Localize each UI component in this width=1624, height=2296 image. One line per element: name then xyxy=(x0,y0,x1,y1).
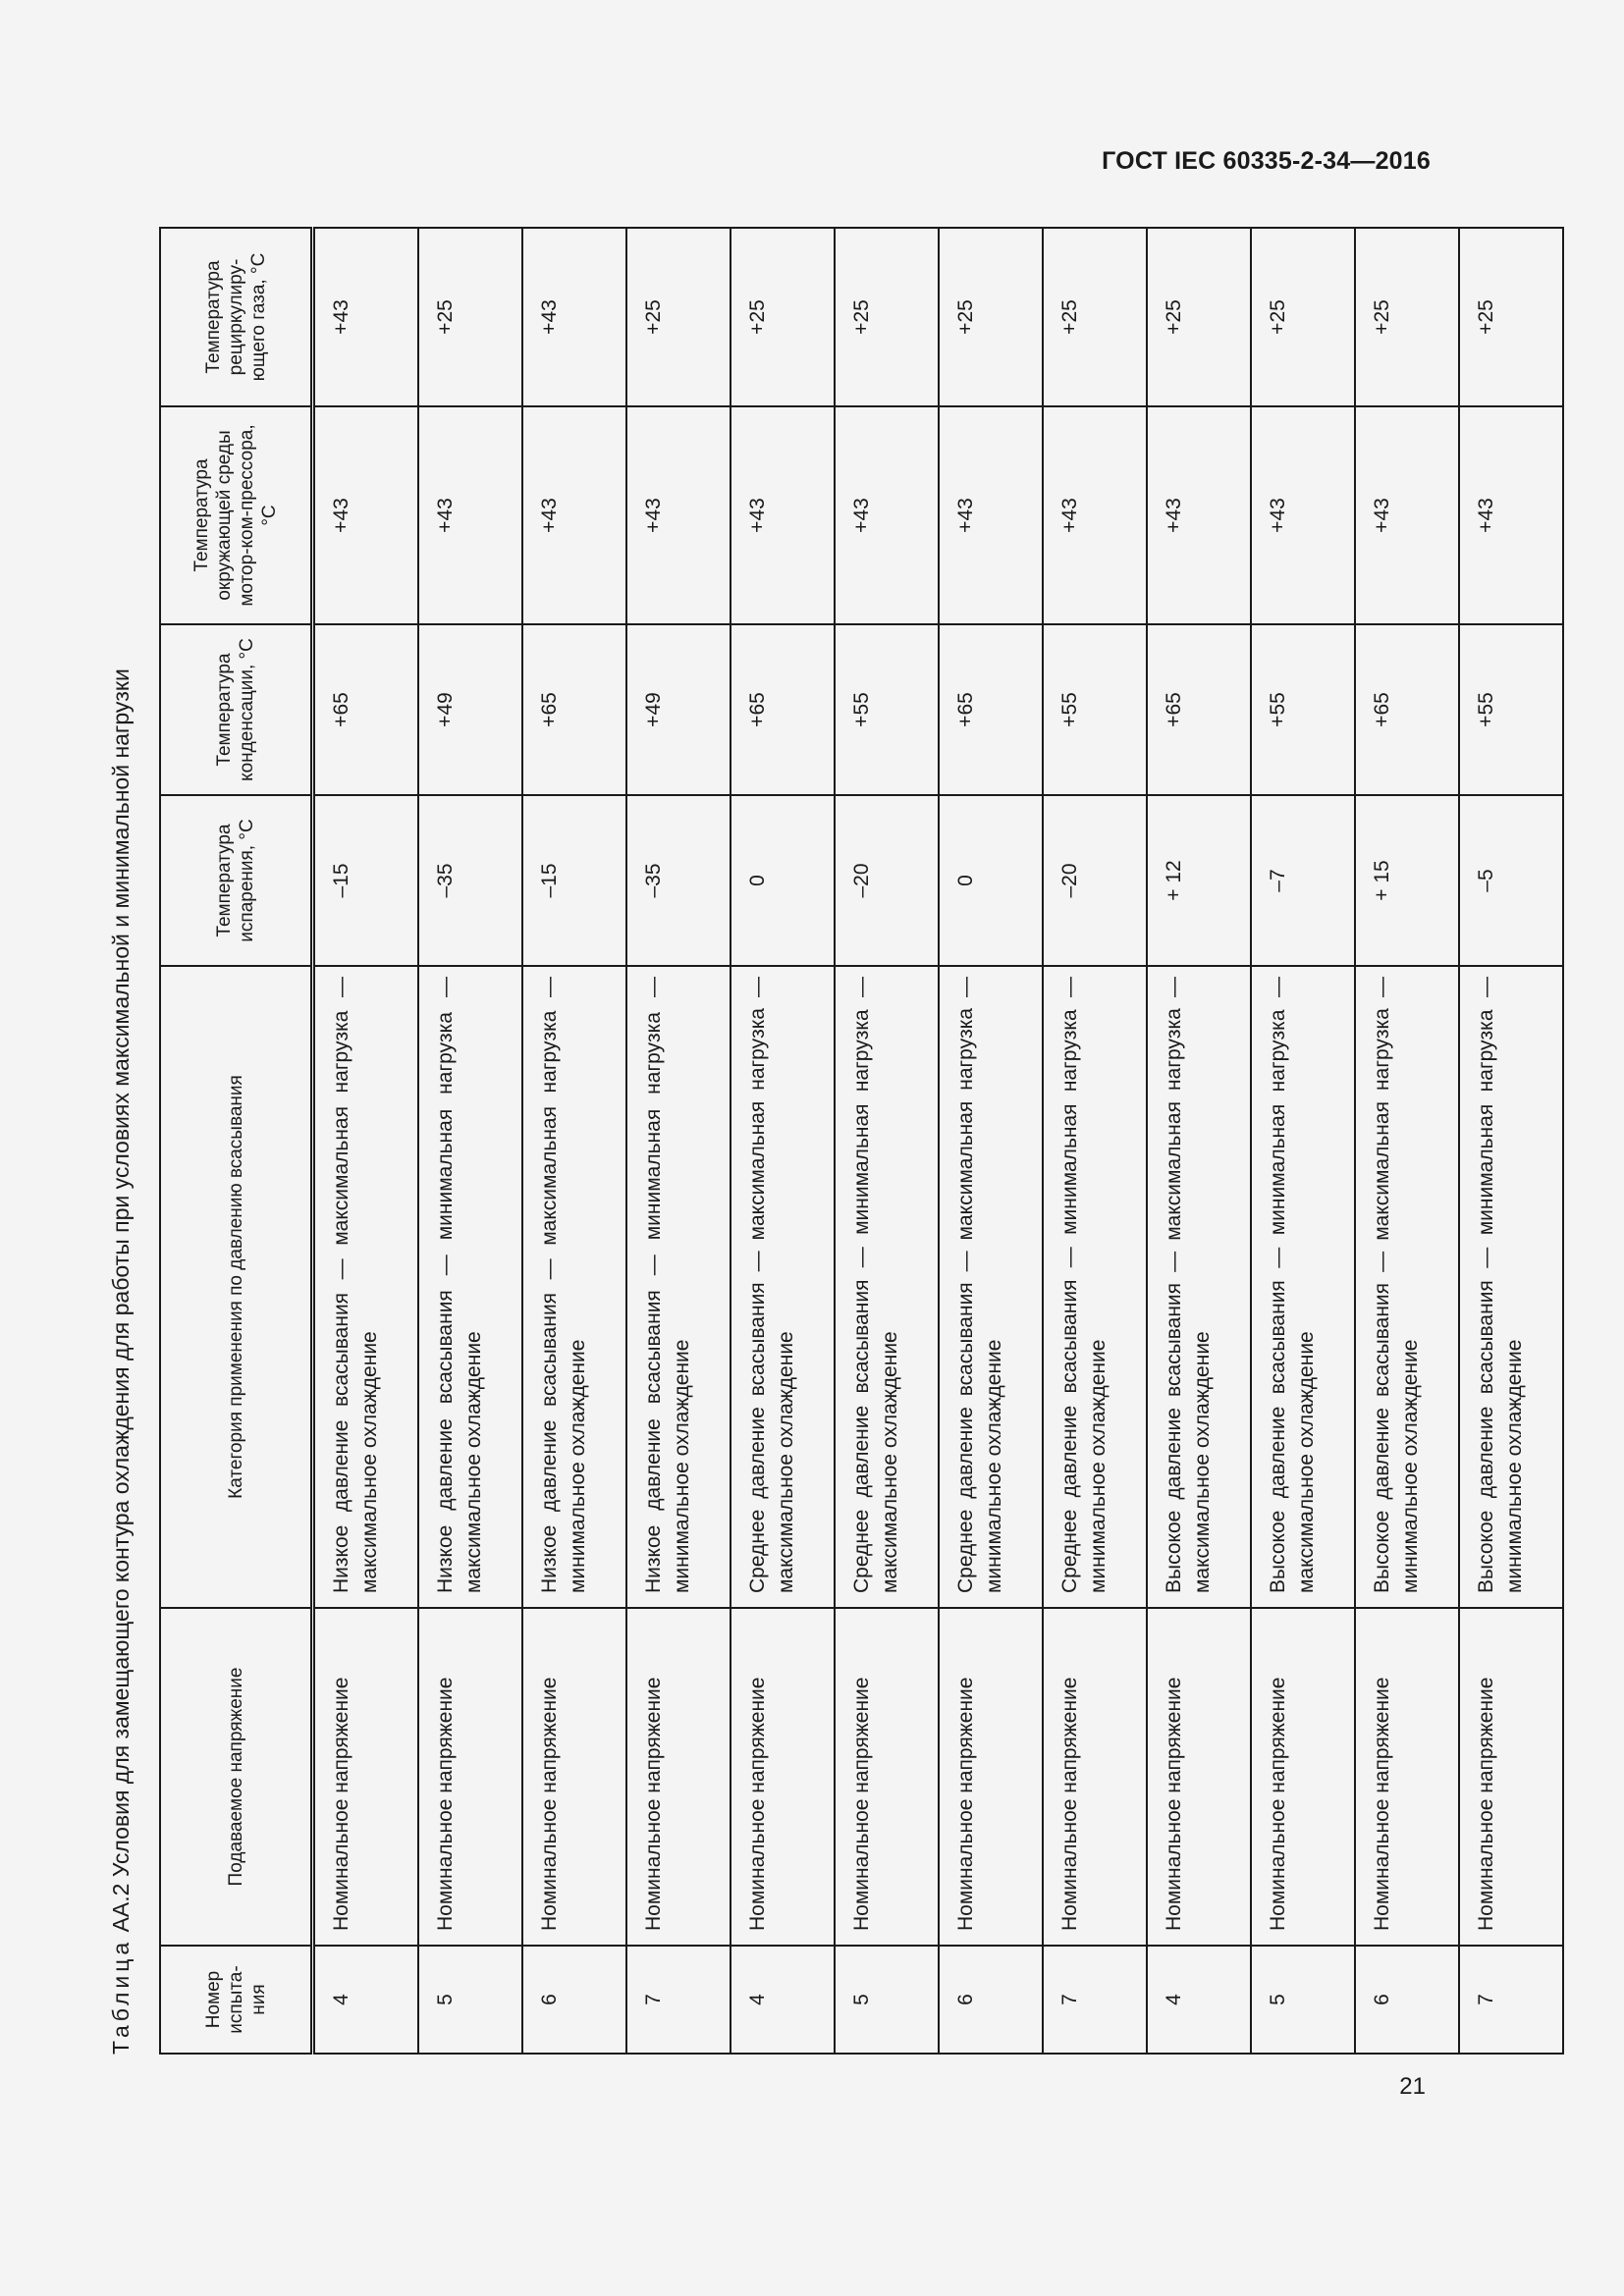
recirculating-gas-temp-cell: +25 xyxy=(626,228,731,406)
category-cell: Низкое давление всасывания — минимальная нагрузка — максимальное охлаждение xyxy=(418,966,522,1608)
ambient-temp-cell: +43 xyxy=(1251,406,1355,624)
evaporation-temp-cell: –15 xyxy=(313,795,419,966)
table-row xyxy=(939,228,1043,2054)
test-number-cell: 5 xyxy=(418,1946,522,2054)
test-number-cell: 6 xyxy=(1355,1946,1459,2054)
table-row xyxy=(522,228,626,2054)
ambient-temp-cell: +43 xyxy=(1355,406,1459,624)
ambient-temp-cell: +43 xyxy=(522,406,626,624)
cooling-conditions-table xyxy=(159,227,1564,2055)
category-cell: Высокое давление всасывания — минимальная нагрузка — минимальное охлаждение xyxy=(1459,966,1563,1608)
ambient-temp-cell: +43 xyxy=(313,406,419,624)
evaporation-temp-cell: –15 xyxy=(522,795,626,966)
category-cell: Низкое давление всасывания — максимальная нагрузка — минимальное охлаждение xyxy=(522,966,626,1608)
category-cell: Среднее давление всасывания — максимальная нагрузка — минимальное охлаждение xyxy=(939,966,1043,1608)
condensation-temp-cell: +65 xyxy=(313,624,419,795)
column-header: Номер испыта-ния xyxy=(160,1946,313,2054)
voltage-cell: Номинальное напряжение xyxy=(1355,1608,1459,1946)
recirculating-gas-temp-cell: +25 xyxy=(835,228,939,406)
voltage-cell: Номинальное напряжение xyxy=(1043,1608,1147,1946)
recirculating-gas-temp-cell: +25 xyxy=(1147,228,1251,406)
rotated-table-block xyxy=(106,229,1526,2055)
evaporation-temp-cell: –35 xyxy=(626,795,731,966)
column-header: Температура испарения, °С xyxy=(160,795,313,966)
table-body xyxy=(313,228,1564,2054)
evaporation-temp-cell: 0 xyxy=(731,795,835,966)
table-row xyxy=(731,228,835,2054)
condensation-temp-cell: +49 xyxy=(626,624,731,795)
table-row xyxy=(418,228,522,2054)
table-row xyxy=(1459,228,1563,2054)
voltage-cell: Номинальное напряжение xyxy=(731,1608,835,1946)
recirculating-gas-temp-cell: +25 xyxy=(1043,228,1147,406)
ambient-temp-cell: +43 xyxy=(1459,406,1563,624)
ambient-temp-cell: +43 xyxy=(939,406,1043,624)
category-cell: Низкое давление всасывания — максимальная нагрузка — максимальное охлаждение xyxy=(313,966,419,1608)
category-cell: Высокое давление всасывания — минимальная нагрузка — максимальное охлаждение xyxy=(1251,966,1355,1608)
column-header: Температура окружающей среды мотор-ком-прессора, °С xyxy=(160,406,313,624)
table-caption-label: Таблица xyxy=(108,1938,134,2055)
category-cell: Высокое давление всасывания — максимальная нагрузка — минимальное охлаждение xyxy=(1355,966,1459,1608)
condensation-temp-cell: +55 xyxy=(1459,624,1563,795)
table-row xyxy=(626,228,731,2054)
evaporation-temp-cell: –35 xyxy=(418,795,522,966)
table-caption xyxy=(106,668,135,2055)
evaporation-temp-cell: –20 xyxy=(835,795,939,966)
category-cell: Низкое давление всасывания — минимальная нагрузка — минимальное охлаждение xyxy=(626,966,731,1608)
condensation-temp-cell: +65 xyxy=(731,624,835,795)
document-standard-header: ГОСТ IEC 60335-2-34—2016 xyxy=(1102,147,1431,175)
table-row xyxy=(835,228,939,2054)
condensation-temp-cell: +65 xyxy=(939,624,1043,795)
recirculating-gas-temp-cell: +25 xyxy=(1251,228,1355,406)
category-cell: Высокое давление всасывания — максимальная нагрузка — максимальное охлаждение xyxy=(1147,966,1251,1608)
test-number-cell: 5 xyxy=(1251,1946,1355,2054)
test-number-cell: 7 xyxy=(1043,1946,1147,2054)
condensation-temp-cell: +49 xyxy=(418,624,522,795)
condensation-temp-cell: +55 xyxy=(835,624,939,795)
column-header: Температура рециркулиру-ющего газа, °С xyxy=(160,228,313,406)
ambient-temp-cell: +43 xyxy=(626,406,731,624)
voltage-cell: Номинальное напряжение xyxy=(1459,1608,1563,1946)
evaporation-temp-cell: 0 xyxy=(939,795,1043,966)
test-number-cell: 6 xyxy=(522,1946,626,2054)
voltage-cell: Номинальное напряжение xyxy=(1251,1608,1355,1946)
recirculating-gas-temp-cell: +25 xyxy=(731,228,835,406)
table-caption-text: АА.2 Условия для замещающего контура охлаждения для работы при условиях максимальной и минимальной нагрузки xyxy=(108,668,134,1933)
table-row xyxy=(1043,228,1147,2054)
recirculating-gas-temp-cell: +25 xyxy=(1355,228,1459,406)
test-number-cell: 7 xyxy=(626,1946,731,2054)
voltage-cell: Номинальное напряжение xyxy=(939,1608,1043,1946)
voltage-cell: Номинальное напряжение xyxy=(313,1608,419,1946)
condensation-temp-cell: +65 xyxy=(1355,624,1459,795)
ambient-temp-cell: +43 xyxy=(1043,406,1147,624)
page-number: 21 xyxy=(1399,2073,1426,2100)
category-cell: Среднее давление всасывания — минимальная нагрузка — максимальное охлаждение xyxy=(835,966,939,1608)
category-cell: Среднее давление всасывания — минимальная нагрузка — минимальное охлаждение xyxy=(1043,966,1147,1608)
voltage-cell: Номинальное напряжение xyxy=(418,1608,522,1946)
ambient-temp-cell: +43 xyxy=(835,406,939,624)
ambient-temp-cell: +43 xyxy=(418,406,522,624)
category-cell: Среднее давление всасывания — максимальная нагрузка — максимальное охлаждение xyxy=(731,966,835,1608)
voltage-cell: Номинальное напряжение xyxy=(835,1608,939,1946)
recirculating-gas-temp-cell: +25 xyxy=(939,228,1043,406)
test-number-cell: 4 xyxy=(1147,1946,1251,2054)
condensation-temp-cell: +65 xyxy=(522,624,626,795)
voltage-cell: Номинальное напряжение xyxy=(626,1608,731,1946)
test-number-cell: 5 xyxy=(835,1946,939,2054)
ambient-temp-cell: +43 xyxy=(1147,406,1251,624)
voltage-cell: Номинальное напряжение xyxy=(522,1608,626,1946)
test-number-cell: 4 xyxy=(731,1946,835,2054)
evaporation-temp-cell: –20 xyxy=(1043,795,1147,966)
evaporation-temp-cell: + 15 xyxy=(1355,795,1459,966)
recirculating-gas-temp-cell: +43 xyxy=(522,228,626,406)
table-row xyxy=(1355,228,1459,2054)
ambient-temp-cell: +43 xyxy=(731,406,835,624)
table-row xyxy=(313,228,419,2054)
test-number-cell: 7 xyxy=(1459,1946,1563,2054)
column-header: Температура конденсации, °С xyxy=(160,624,313,795)
test-number-cell: 4 xyxy=(313,1946,419,2054)
table-row xyxy=(1251,228,1355,2054)
evaporation-temp-cell: –7 xyxy=(1251,795,1355,966)
table-row xyxy=(1147,228,1251,2054)
test-number-cell: 6 xyxy=(939,1946,1043,2054)
evaporation-temp-cell: –5 xyxy=(1459,795,1563,966)
condensation-temp-cell: +55 xyxy=(1043,624,1147,795)
condensation-temp-cell: +65 xyxy=(1147,624,1251,795)
recirculating-gas-temp-cell: +43 xyxy=(313,228,419,406)
voltage-cell: Номинальное напряжение xyxy=(1147,1608,1251,1946)
condensation-temp-cell: +55 xyxy=(1251,624,1355,795)
column-header: Подаваемое напряжение xyxy=(160,1608,313,1946)
recirculating-gas-temp-cell: +25 xyxy=(418,228,522,406)
recirculating-gas-temp-cell: +25 xyxy=(1459,228,1563,406)
table-header-row xyxy=(160,228,313,2054)
evaporation-temp-cell: + 12 xyxy=(1147,795,1251,966)
column-header: Категория применения по давлению всасывания xyxy=(160,966,313,1608)
